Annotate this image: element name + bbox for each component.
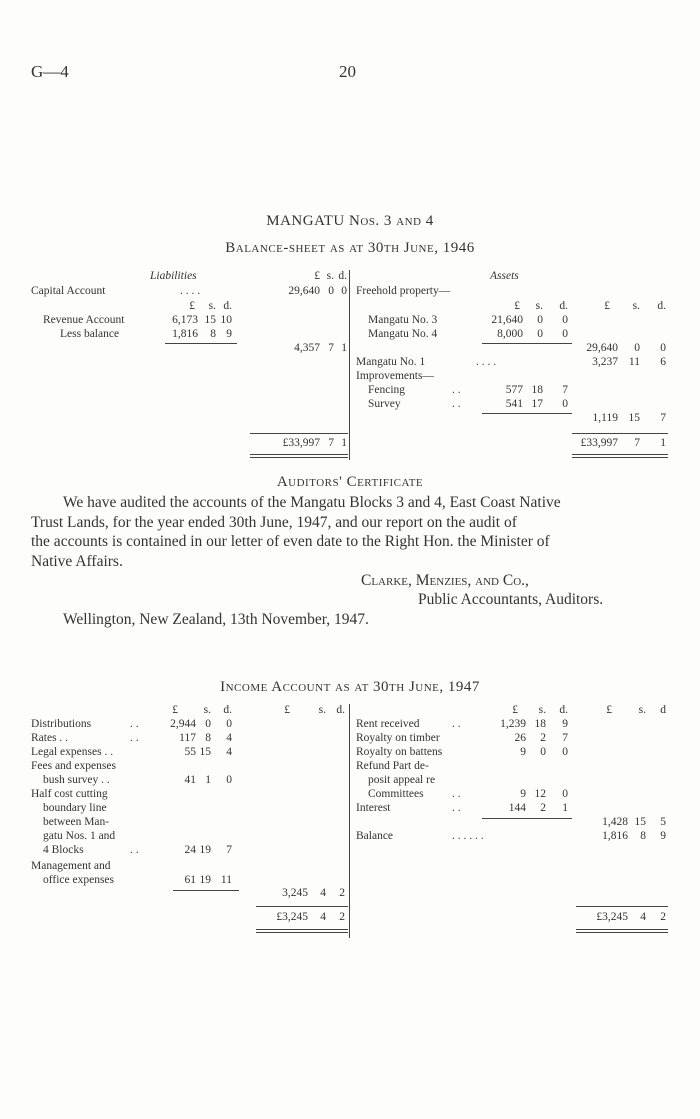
currency-pound: £ (314, 270, 320, 282)
improvements-label: Improvements— (356, 370, 434, 382)
balance-pounds: 1,816 (602, 830, 628, 842)
income-dots-committees: . . (452, 788, 461, 800)
mangatu-4-label: Mangatu No. 4 (368, 328, 438, 340)
expense-label-between: between Man- (43, 816, 110, 828)
income-shillings-battens: 0 (540, 746, 546, 758)
expense-pounds-bush-survey: 41 (184, 774, 196, 786)
survey-pence: 0 (562, 398, 568, 410)
column-divider (349, 270, 350, 460)
sub-currency-pence: d. (223, 300, 232, 312)
mangatu-4-pounds: 8,000 (497, 328, 523, 340)
expense-dots-distributions: . . (130, 718, 139, 730)
income-total-rule (576, 906, 668, 907)
revenue-shillings: 15 (204, 314, 216, 326)
expense-label-bush-survey: bush survey . . (43, 774, 110, 786)
improvements-total-shillings: 15 (628, 412, 640, 424)
mangatu-1-pence: 6 (660, 356, 666, 368)
expense-pence-office: 11 (220, 874, 232, 886)
freehold-total-pounds: 29,640 (586, 342, 618, 354)
fencing-dots: . . (452, 384, 461, 396)
capital-dots: . . . . (180, 285, 201, 297)
freehold-total-shillings: 0 (634, 342, 640, 354)
income-label-rent: Rent received (356, 718, 420, 730)
improvements-total-pounds: 1,119 (592, 412, 618, 424)
assets-double-rule-2 (572, 457, 668, 458)
mangatu-1-pounds: 3,237 (592, 356, 618, 368)
expense-dots-rates: . . (130, 732, 139, 744)
expense-label-4-blocks: 4 Blocks (43, 844, 84, 856)
income-shillings-rent: 18 (534, 718, 546, 730)
inc-right-sub-pence: d. (559, 704, 568, 716)
expense-pounds-legal: 55 (184, 746, 196, 758)
less-balance-pence: 9 (226, 328, 232, 340)
auditor-firm: Clarke, Menzies, and Co., (361, 572, 529, 589)
income-total-shillings: 4 (640, 911, 646, 923)
income-column-divider (349, 704, 350, 938)
income-pence-timber: 7 (562, 732, 568, 744)
mangatu-4-shillings: 0 (537, 328, 543, 340)
expenses-double-rule-1 (256, 929, 348, 930)
mangatu-1-label: Mangatu No. 1 (356, 356, 426, 368)
income-dots-interest: . . (452, 802, 461, 814)
survey-dots: . . (452, 398, 461, 410)
inc-left-sub-pound: £ (172, 704, 178, 716)
certificate-line-2: Trust Lands, for the year ended 30th June, 1947, and our report on the audit of (31, 514, 517, 531)
revenue-pence: 10 (220, 314, 232, 326)
liabilities-heading: Liabilities (150, 270, 197, 282)
expenses-total-pounds: £3,245 (276, 911, 308, 923)
liabilities-double-rule-2 (250, 457, 348, 458)
less-balance-shillings: 8 (210, 328, 216, 340)
inc-right-main-shilling: s. (638, 704, 646, 716)
income-pence-rent: 9 (562, 718, 568, 730)
income-shillings-timber: 2 (540, 732, 546, 744)
expenses-sum-pence: 2 (339, 887, 345, 899)
assets-sub-shilling: s. (535, 300, 543, 312)
income-shillings-committees: 12 (534, 788, 546, 800)
improvements-subtotal-rule (482, 413, 572, 414)
expense-shillings-bush-survey: 1 (205, 774, 211, 786)
income-pounds-interest: 144 (508, 802, 526, 814)
expense-label-gatu-nos: gatu Nos. 1 and (43, 830, 116, 842)
document-title: MANGATU Nos. 3 and 4 (266, 213, 434, 229)
expense-label-rates: Rates . . (31, 732, 69, 744)
report-code: G—4 (31, 62, 69, 81)
expense-shillings-distributions: 0 (205, 718, 211, 730)
inc-left-main-shilling: s. (318, 704, 326, 716)
income-label-refund: Refund Part de- (356, 760, 429, 772)
income-pence-interest: 1 (562, 802, 568, 814)
mangatu-4-pence: 0 (562, 328, 568, 340)
expense-pence-rates: 4 (226, 732, 232, 744)
balance-shillings: 8 (640, 830, 646, 842)
balance-pence: 9 (660, 830, 666, 842)
mangatu-3-label: Mangatu No. 3 (368, 314, 438, 326)
expenses-double-rule-2 (256, 932, 348, 933)
income-total-pounds: £3,245 (596, 911, 628, 923)
expense-label-fees: Fees and expenses (31, 760, 116, 772)
improvements-total-pence: 7 (660, 412, 666, 424)
expense-pence-bush-survey: 0 (226, 774, 232, 786)
expense-pounds-4-blocks: 24 (184, 844, 196, 856)
assets-total-rule (572, 433, 668, 434)
balance-label: Balance (356, 830, 394, 842)
income-shillings-interest: 2 (540, 802, 546, 814)
income-double-rule-2 (576, 932, 668, 933)
expense-label-office: office expenses (43, 874, 114, 886)
certificate-line-4: Native Affairs. (31, 553, 123, 570)
expense-label-legal: Legal expenses . . (31, 746, 114, 758)
revenue-net-shillings: 7 (328, 342, 334, 354)
currency-pence: d. (338, 270, 347, 282)
expenses-total-pence: 2 (339, 911, 345, 923)
auditor-role: Public Accountants, Auditors. (418, 591, 604, 608)
expense-pence-distributions: 0 (226, 718, 232, 730)
expense-pence-4-blocks: 7 (226, 844, 232, 856)
expense-label-boundary: boundary line (43, 802, 107, 814)
liabilities-total-shillings: 7 (328, 437, 334, 449)
expense-pence-legal: 4 (226, 746, 232, 758)
survey-label: Survey (368, 398, 401, 410)
capital-pence: 0 (341, 285, 347, 297)
fencing-label: Fencing (368, 384, 406, 396)
mangatu-3-pence: 0 (562, 314, 568, 326)
sub-currency-pound: £ (189, 300, 195, 312)
fencing-pence: 7 (562, 384, 568, 396)
expense-label-management: Management and (31, 860, 111, 872)
income-sum-shillings: 15 (634, 816, 646, 828)
inc-left-sub-shilling: s. (203, 704, 211, 716)
income-label-battens: Royalty on battens (356, 746, 443, 758)
expenses-subtotal-rule (173, 890, 239, 891)
mangatu-1-dots: . . . . (476, 356, 497, 368)
expense-dots-4-blocks: . . (130, 844, 139, 856)
income-sum-pounds: 1,428 (602, 816, 628, 828)
expenses-total-rule (256, 906, 348, 907)
revenue-account-label: Revenue Account (43, 314, 125, 326)
assets-main-pence: d. (657, 300, 666, 312)
income-pounds-committees: 9 (520, 788, 526, 800)
assets-main-pound: £ (604, 300, 610, 312)
certificate-line-3: the accounts is contained in our letter of even date to the Right Hon. the Minister of (31, 533, 550, 550)
assets-double-rule-1 (572, 454, 668, 455)
auditors-certificate-title: Auditors' Certificate (276, 474, 424, 490)
income-label-interest: Interest (356, 802, 391, 814)
assets-total-pence: 1 (660, 437, 666, 449)
expense-shillings-office: 19 (199, 874, 211, 886)
expense-label-half-cost: Half cost cutting (31, 788, 108, 800)
assets-sub-pence: d. (559, 300, 568, 312)
inc-right-sub-shilling: s. (538, 704, 546, 716)
inc-left-sub-pence: d. (223, 704, 232, 716)
income-label-committees: Committees (368, 788, 424, 800)
fencing-shillings: 18 (531, 384, 543, 396)
liabilities-total-rule (250, 433, 348, 434)
assets-main-shilling: s. (632, 300, 640, 312)
balance-sheet-title: Balance-sheet as at 30th June, 1946 (225, 240, 475, 256)
freehold-subtotal-rule (482, 343, 572, 344)
income-double-rule-1 (576, 929, 668, 930)
expense-shillings-rates: 8 (205, 732, 211, 744)
income-total-pence: 2 (660, 911, 666, 923)
assets-sub-pound: £ (514, 300, 520, 312)
sub-currency-shilling: s. (208, 300, 216, 312)
expense-pounds-rates: 117 (179, 732, 196, 744)
income-dots-rent: . . (452, 718, 461, 730)
revenue-net-pence: 1 (341, 342, 347, 354)
revenue-pounds: 6,173 (172, 314, 198, 326)
income-pence-battens: 0 (562, 746, 568, 758)
revenue-net-pounds: 4,357 (294, 342, 320, 354)
income-sum-pence: 5 (660, 816, 666, 828)
assets-heading: Assets (490, 270, 519, 282)
page-number: 20 (339, 62, 356, 81)
less-balance-pounds: 1,816 (172, 328, 198, 340)
expense-label-distributions: Distributions (31, 718, 92, 730)
currency-shilling: s. (326, 270, 334, 282)
place-and-date: Wellington, New Zealand, 13th November, 1947. (63, 611, 369, 628)
assets-total-pounds: £33,997 (580, 437, 618, 449)
income-pence-committees: 0 (562, 788, 568, 800)
income-pounds-rent: 1,239 (500, 718, 526, 730)
freehold-total-pence: 0 (660, 342, 666, 354)
expenses-total-shillings: 4 (320, 911, 326, 923)
capital-pounds: 29,640 (288, 285, 320, 297)
mangatu-3-pounds: 21,640 (491, 314, 523, 326)
subtotal-rule (165, 343, 237, 344)
survey-shillings: 17 (531, 398, 543, 410)
capital-account-label: Capital Account (31, 285, 106, 297)
less-balance-label: Less balance (60, 328, 120, 340)
survey-pounds: 541 (505, 398, 523, 410)
certificate-line-1: We have audited the accounts of the Mangatu Blocks 3 and 4, East Coast Native (63, 494, 561, 511)
fencing-pounds: 577 (505, 384, 523, 396)
inc-right-main-pence: d (660, 704, 666, 716)
freehold-label: Freehold property— (356, 285, 451, 297)
income-pounds-timber: 26 (514, 732, 526, 744)
expenses-sum-shillings: 4 (320, 887, 326, 899)
income-pounds-battens: 9 (520, 746, 526, 758)
assets-total-shillings: 7 (634, 437, 640, 449)
liabilities-total-pence: 1 (341, 437, 347, 449)
liabilities-double-rule-1 (250, 454, 348, 455)
liabilities-total-pounds: £33,997 (282, 437, 320, 449)
income-label-timber: Royalty on timber (356, 732, 440, 744)
income-label-deposit: posit appeal re (368, 774, 436, 786)
inc-right-main-pound: £ (606, 704, 612, 716)
income-subtotal-rule (482, 818, 572, 819)
expense-pounds-distributions: 2,944 (170, 718, 196, 730)
inc-right-sub-pound: £ (512, 704, 518, 716)
expense-pounds-office: 61 (184, 874, 196, 886)
income-account-title: Income Account as at 30th June, 1947 (220, 679, 480, 695)
capital-shillings: 0 (328, 285, 334, 297)
expense-shillings-4-blocks: 19 (199, 844, 211, 856)
mangatu-3-shillings: 0 (537, 314, 543, 326)
inc-left-main-pound: £ (284, 704, 290, 716)
balance-dots: . . . . . . (452, 830, 484, 842)
mangatu-1-shillings: 11 (628, 356, 640, 368)
expense-shillings-legal: 15 (199, 746, 211, 758)
expenses-sum-pounds: 3,245 (282, 887, 308, 899)
inc-left-main-pence: d. (336, 704, 345, 716)
